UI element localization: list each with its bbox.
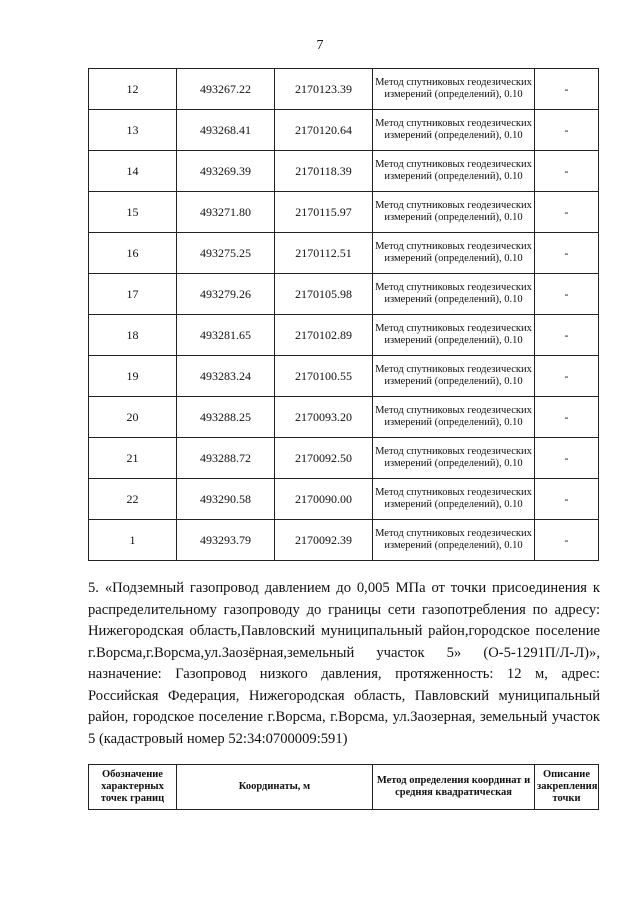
coord-x: 493281.65 bbox=[177, 315, 275, 356]
coord-y: 2170115.97 bbox=[275, 192, 373, 233]
method: Метод спутниковых геодезических измерений (определений), 0.10 bbox=[373, 479, 535, 520]
point-description: - bbox=[535, 233, 599, 274]
header-description: Описание закрепления точки bbox=[535, 765, 599, 810]
point-number: 16 bbox=[89, 233, 177, 274]
point-number: 13 bbox=[89, 110, 177, 151]
coord-y: 2170092.50 bbox=[275, 438, 373, 479]
method: Метод спутниковых геодезических измерений (определений), 0.10 bbox=[373, 397, 535, 438]
coord-y: 2170118.39 bbox=[275, 151, 373, 192]
coord-y: 2170123.39 bbox=[275, 69, 373, 110]
point-number: 17 bbox=[89, 274, 177, 315]
coord-y: 2170102.89 bbox=[275, 315, 373, 356]
coord-x: 493288.25 bbox=[177, 397, 275, 438]
table-row bbox=[89, 233, 599, 274]
table-row bbox=[89, 69, 599, 110]
coord-y: 2170092.39 bbox=[275, 520, 373, 561]
method: Метод спутниковых геодезических измерений (определений), 0.10 bbox=[373, 233, 535, 274]
table-row bbox=[89, 192, 599, 233]
method: Метод спутниковых геодезических измерений (определений), 0.10 bbox=[373, 315, 535, 356]
table-row bbox=[89, 274, 599, 315]
point-description: - bbox=[535, 479, 599, 520]
coord-x: 493275.25 bbox=[177, 233, 275, 274]
coord-x: 493271.80 bbox=[177, 192, 275, 233]
point-number: 20 bbox=[89, 397, 177, 438]
header-method: Метод определения координат и средняя квадратическая bbox=[373, 765, 535, 810]
method: Метод спутниковых геодезических измерений (определений), 0.10 bbox=[373, 192, 535, 233]
coord-x: 493288.72 bbox=[177, 438, 275, 479]
method: Метод спутниковых геодезических измерений (определений), 0.10 bbox=[373, 438, 535, 479]
coord-y: 2170112.51 bbox=[275, 233, 373, 274]
point-description: - bbox=[535, 315, 599, 356]
coord-y: 2170105.98 bbox=[275, 274, 373, 315]
point-description: - bbox=[535, 151, 599, 192]
point-description: - bbox=[535, 397, 599, 438]
point-number: 18 bbox=[89, 315, 177, 356]
table-row bbox=[89, 520, 599, 561]
header-point-designation: Обозначение характерных точек границ bbox=[89, 765, 177, 810]
method: Метод спутниковых геодезических измерений (определений), 0.10 bbox=[373, 274, 535, 315]
point-description: - bbox=[535, 356, 599, 397]
method: Метод спутниковых геодезических измерений (определений), 0.10 bbox=[373, 110, 535, 151]
point-number: 21 bbox=[89, 438, 177, 479]
coordinates-table bbox=[88, 68, 599, 561]
coord-y: 2170090.00 bbox=[275, 479, 373, 520]
header-coordinates: Координаты, м bbox=[177, 765, 373, 810]
point-number: 22 bbox=[89, 479, 177, 520]
coord-y: 2170093.20 bbox=[275, 397, 373, 438]
point-description: - bbox=[535, 520, 599, 561]
point-description: - bbox=[535, 274, 599, 315]
table-row bbox=[89, 438, 599, 479]
coord-x: 493290.58 bbox=[177, 479, 275, 520]
point-number: 12 bbox=[89, 69, 177, 110]
table-row bbox=[89, 110, 599, 151]
coord-x: 493269.39 bbox=[177, 151, 275, 192]
coordinates-table-body bbox=[89, 69, 599, 561]
table-row bbox=[89, 397, 599, 438]
table-header-row bbox=[89, 765, 599, 810]
point-description: - bbox=[535, 438, 599, 479]
table-row bbox=[89, 315, 599, 356]
method: Метод спутниковых геодезических измерений (определений), 0.10 bbox=[373, 356, 535, 397]
point-number: 19 bbox=[89, 356, 177, 397]
method: Метод спутниковых геодезических измерений (определений), 0.10 bbox=[373, 520, 535, 561]
coord-y: 2170100.55 bbox=[275, 356, 373, 397]
coord-x: 493279.26 bbox=[177, 274, 275, 315]
method: Метод спутниковых геодезических измерений (определений), 0.10 bbox=[373, 151, 535, 192]
method: Метод спутниковых геодезических измерений (определений), 0.10 bbox=[373, 69, 535, 110]
coord-x: 493267.22 bbox=[177, 69, 275, 110]
table-row bbox=[89, 151, 599, 192]
next-table-header bbox=[88, 764, 599, 810]
coord-x: 493293.79 bbox=[177, 520, 275, 561]
coord-x: 493268.41 bbox=[177, 110, 275, 151]
point-description: - bbox=[535, 192, 599, 233]
table-row bbox=[89, 356, 599, 397]
point-number: 15 bbox=[89, 192, 177, 233]
point-number: 1 bbox=[89, 520, 177, 561]
coord-x: 493283.24 bbox=[177, 356, 275, 397]
point-description: - bbox=[535, 110, 599, 151]
page-number: 7 bbox=[316, 38, 324, 53]
point-description: - bbox=[535, 69, 599, 110]
coord-y: 2170120.64 bbox=[275, 110, 373, 151]
table-row bbox=[89, 479, 599, 520]
section-paragraph: 5. «Подземный газопровод давлением до 0,005 МПа от точки присоединения к распределительному газопроводу до границы сети газопотребления по адресу: Нижегородская область,Павловский муниципальный район,городское поселение г.Ворсма,г.Ворсма,ул.Заозёрная,земельный участок 5» (О-5-1291П/Л-Л)», назначение: Газопровод низкого давления, протяженность: 12 м, адрес: Российская Федерация, Нижегородская область, Павловский муниципальный район, городское поселение г.Ворсма, г.Ворсма, ул.Заозерная, земельный участок 5 (кадастровый номер 52:34:0700009:591) bbox=[88, 580, 600, 747]
point-number: 14 bbox=[89, 151, 177, 192]
